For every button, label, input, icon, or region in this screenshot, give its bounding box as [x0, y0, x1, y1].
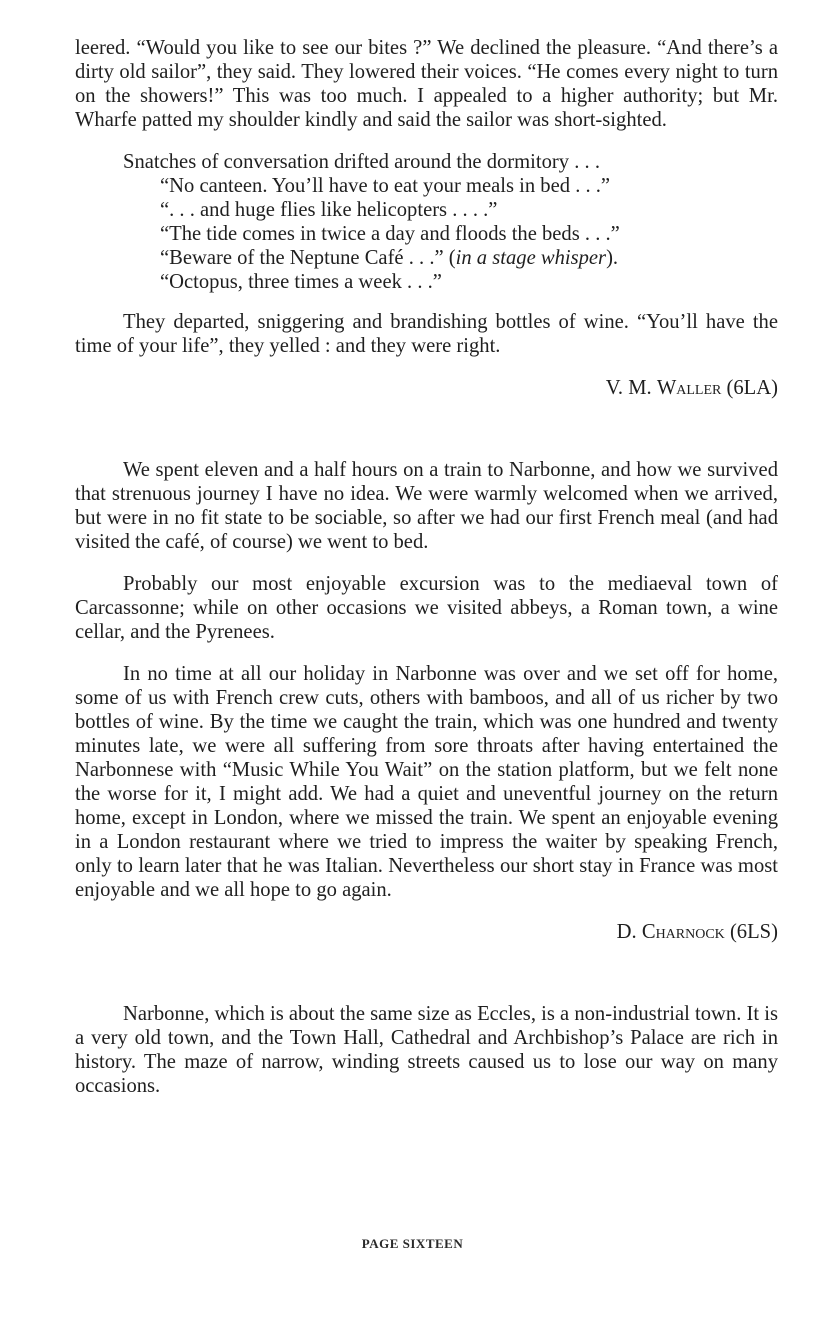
- paragraph: They departed, sniggering and brandishing bottles of wine. “You’ll have the time of your life”, they yelled : and they were right.: [75, 311, 778, 357]
- paragraph: We spent eleven and a half hours on a train to Narbonne, and how we survived that strenuous journey I have no idea. We were warmly welcomed when we arrived, but were in no fit state to be sociable, so after we had our first French meal (and had visited the café, of course) we went to bed.: [75, 459, 778, 553]
- paragraph: In no time at all our holiday in Narbonne was over and we set off for home, some of us with French crew cuts, others with bamboos, and all of us richer by two bottles of wine. By the time we caught the train, which was one hundred and twenty minutes late, we were all suffering from sore throats after having entertained the Narbonnese with “Music While You Wait” on the station platform, but we felt none the worse for it, I might add. We had a quiet and uneventful journey on the return home, except in London, where we missed the train. We spent an enjoyable evening in a London restaurant where we tried to impress the waiter by speaking French, only to learn later that he was Italian. Nevertheless our short stay in France was most enjoyable and we all hope to go again.: [75, 663, 778, 901]
- quote-line: “. . . and huge flies like helicopters . . . .”: [160, 199, 498, 221]
- article-section-3: [75, 1002, 778, 1098]
- quote-line: “Beware of the Neptune Café . . .” (in a stage whisper).: [160, 247, 619, 269]
- quote-text: “Beware of the Neptune Café . . .”: [160, 247, 444, 269]
- article-section-1: [75, 36, 778, 400]
- conversation-intro: Snatches of conversation drifted around the dormitory . . .: [123, 151, 600, 173]
- author-surname: Waller: [656, 377, 722, 399]
- paragraph: Probably our most enjoyable excursion was to the mediaeval town of Carcassonne; while on other occasions we visited abbeys, a Roman town, a wine cellar, and the Pyrenees.: [75, 573, 778, 643]
- article-section-2: [75, 458, 778, 944]
- author-signature: [75, 920, 778, 944]
- author-form: (6LA): [721, 377, 778, 399]
- author-initials: V. M.: [605, 377, 657, 399]
- author-initials: D.: [616, 921, 642, 943]
- page-number-footer: PAGE SIXTEEN: [361, 1236, 464, 1251]
- page-body: [75, 36, 778, 1098]
- conversation-block: [75, 150, 778, 294]
- stage-direction: in a stage whisper: [455, 247, 607, 269]
- paragraph: Narbonne, which is about the same size as Eccles, is a non-industrial town. It is a very old town, and the Town Hall, Cathedral and Archbishop’s Palace are rich in history. The maze of narrow, winding streets caused us to lose our way on many occasions.: [75, 1003, 778, 1097]
- quote-line: “Octopus, three times a week . . .”: [160, 271, 442, 293]
- quote-line: “The tide comes in twice a day and floods the beds . . .”: [160, 223, 620, 245]
- quote-line: “No canteen. You’ll have to eat your meals in bed . . .”: [160, 175, 611, 197]
- author-signature: [75, 376, 778, 400]
- paragraph: leered. “Would you like to see our bites ?” We declined the pleasure. “And there’s a dirty old sailor”, they said. They lowered their voices. “He comes every night to turn on the showers!” This was too much. I appealed to a higher authority; but Mr. Wharfe patted my shoulder kindly and said the sailor was short-sighted.: [75, 37, 778, 131]
- author-surname: Charnock: [641, 921, 725, 943]
- author-form: (6LS): [724, 921, 778, 943]
